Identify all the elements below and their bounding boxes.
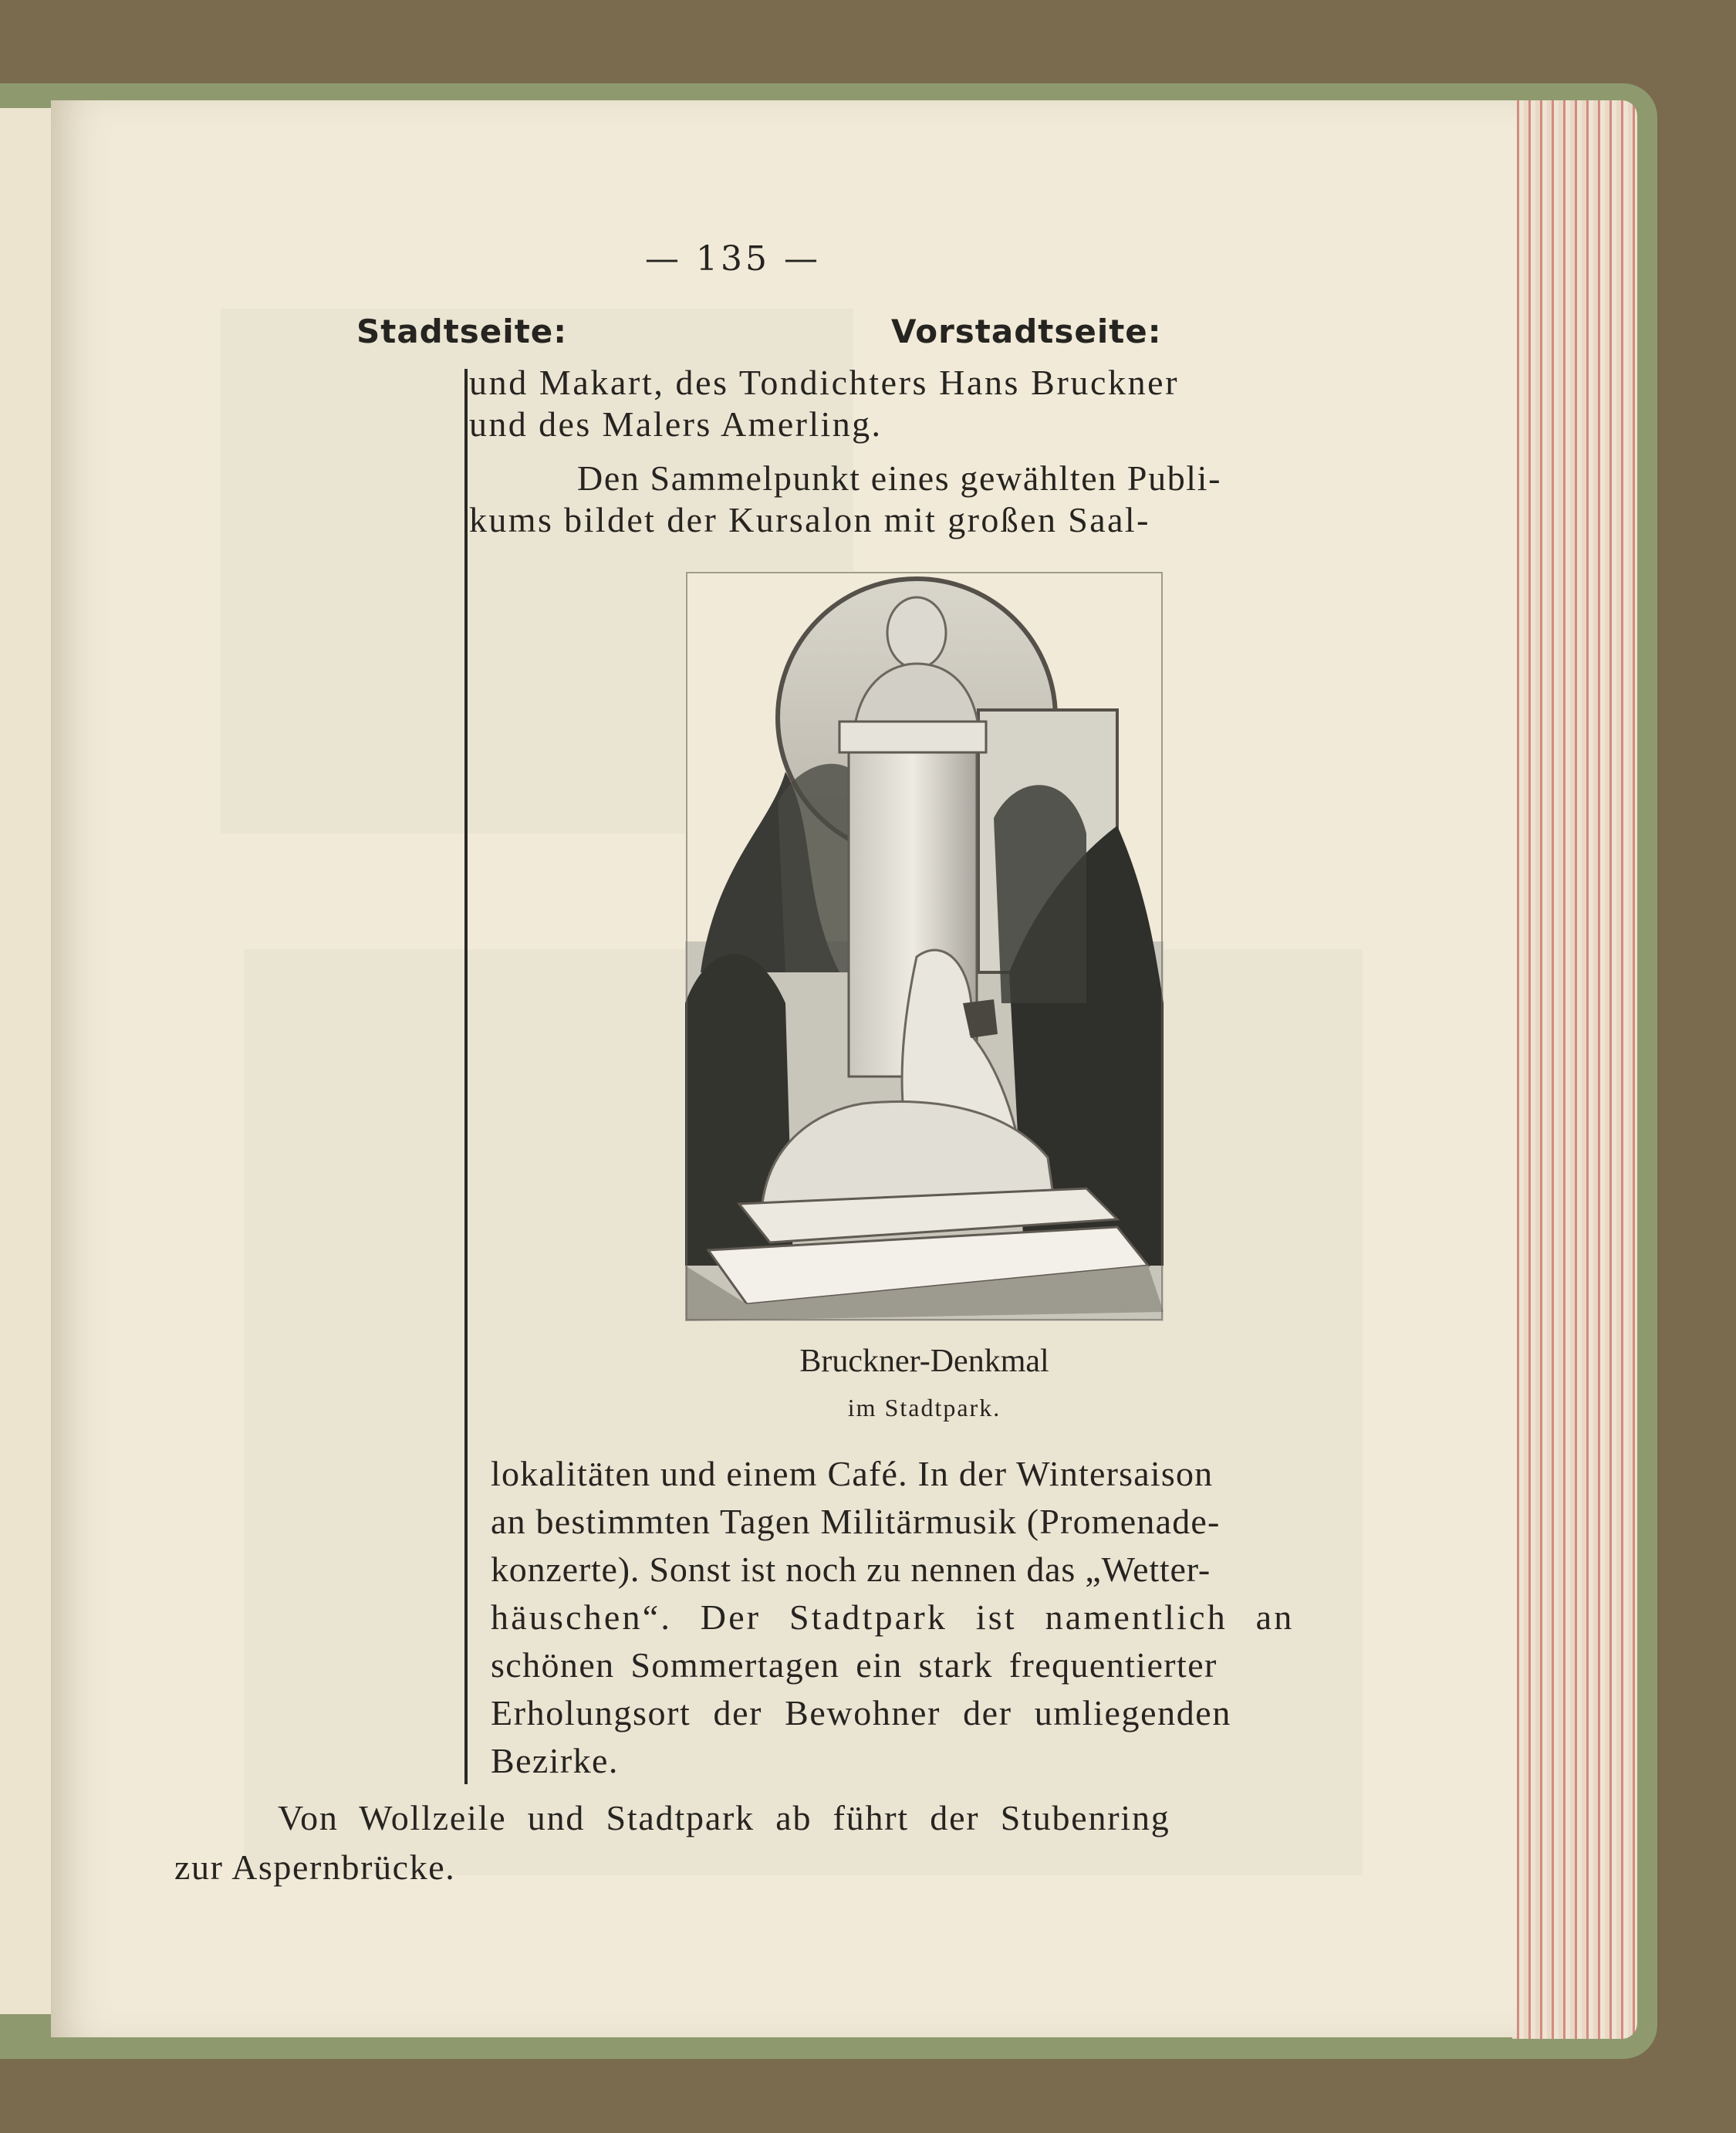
figure-subcaption: im Stadtpark. [847,1394,1001,1421]
text-line: kums bildet der Kursalon mit großen Saal- [469,500,1150,539]
text-line: Von Wollzeile und Stadtpark ab führt der Stubenring [278,1798,1170,1837]
bruckner-monument-illustration [685,571,1164,1321]
figure-caption: Bruckner-Denkmal [799,1344,1049,1379]
monument-engraving [685,571,1164,1321]
page-edges [1512,100,1637,2039]
text-line: Den Sammelpunkt eines gewählten Publi- [577,458,1221,498]
text-line: zur Aspernbrücke. [174,1847,456,1887]
page-number: — 135 — [645,239,821,279]
text-line: und Makart, des Tondichters Hans Bruckner [469,363,1180,402]
text-line: und des Malers Amerling. [469,404,883,444]
text-line: schönen Sommertagen ein stark frequentierter [491,1645,1218,1685]
text-line: konzerte). Sonst ist noch zu nennen das „Wetter- [491,1550,1211,1589]
text-line: an bestimmten Tagen Militärmusik (Promenade- [491,1502,1221,1541]
text-line: Bezirke. [491,1741,619,1780]
column-header-right: Vorstadtseite: [891,313,1162,350]
text-line: lokalitäten und einem Café. In der Wintersaison [491,1454,1214,1493]
text-line: Erholungsort der Bewohner der umliegenden [491,1693,1231,1732]
text-line: häuschen“. Der Stadtpark ist namentlich an [491,1597,1295,1637]
column-header-left: Stadtseite: [356,313,568,350]
column-rule [464,369,468,1784]
left-page-edge [0,108,53,2014]
